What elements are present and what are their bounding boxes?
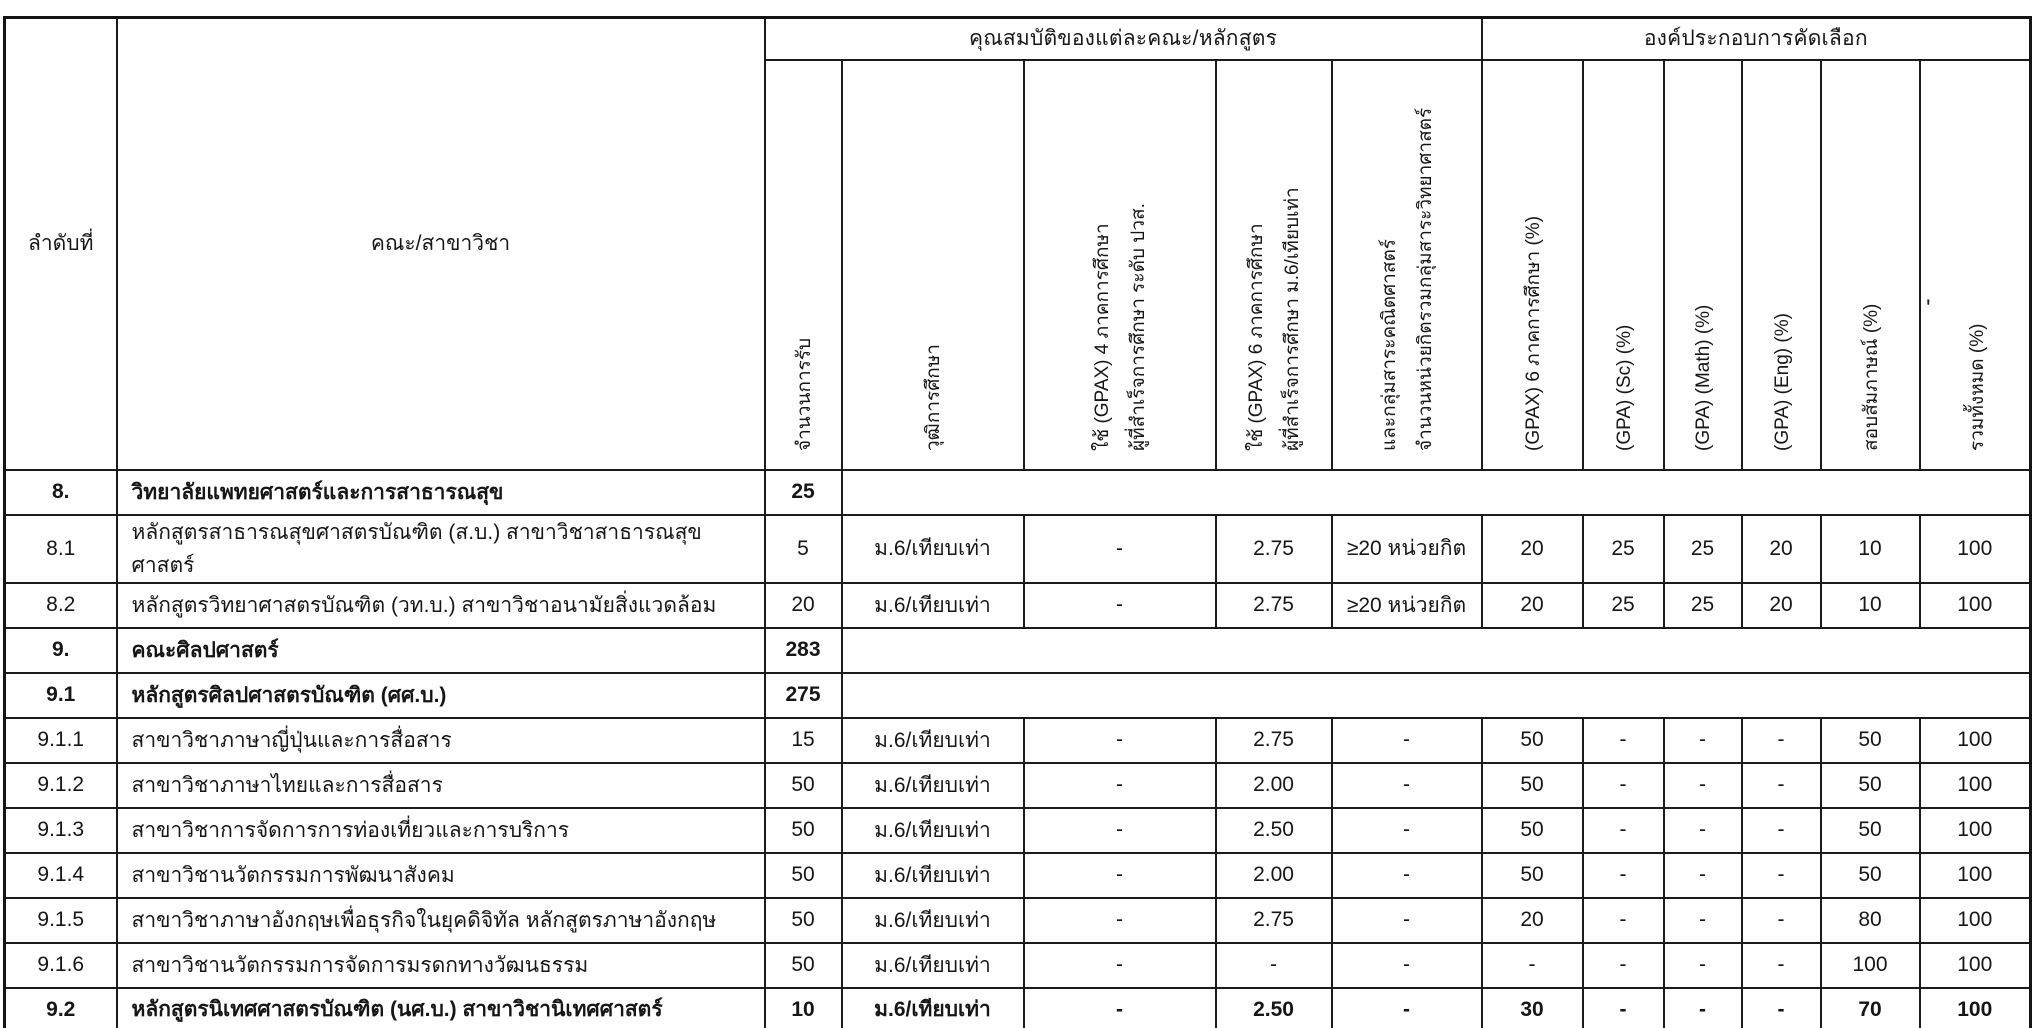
- cell-m6-gpax6: 2.75: [1216, 515, 1332, 583]
- col-header-qualification: [842, 60, 1024, 470]
- col-header-text: ผู้ที่สำเร็จการศึกษา ระดับ ปวส.: [1127, 202, 1149, 451]
- col-header-text: สอบสัมภาษณ์ (%): [1860, 303, 1882, 451]
- cell-sci-math-credits: -: [1332, 763, 1482, 808]
- cell-faculty-name: หลักสูตรนิเทศศาสตรบัณฑิต (นศ.บ.) สาขาวิชานิเทศศาสตร์: [117, 988, 765, 1028]
- cell-faculty-name: หลักสูตรวิทยาศาสตรบัณฑิต (วท.บ.) สาขาวิชาอนามัยสิ่งแวดล้อม: [117, 583, 765, 628]
- cell-pvs-gpax4: -: [1024, 853, 1216, 898]
- table-row: [5, 718, 2031, 763]
- col-header-text: รวมทั้งหมด (%): [1966, 323, 1988, 451]
- cell-gpa-eng-pct: -: [1742, 763, 1821, 808]
- col-header-text: (GPAX) 6 ภาคการศึกษา (%): [1522, 215, 1544, 451]
- cell-pvs-gpax4: -: [1024, 943, 1216, 988]
- cell-gpa-sc-pct: -: [1583, 943, 1664, 988]
- cell-no: 9.1.2: [5, 763, 117, 808]
- cell-total-pct: 100: [1920, 988, 2031, 1028]
- cell-m6-gpax6: -: [1216, 943, 1332, 988]
- cell-gpa-math-pct: -: [1664, 718, 1742, 763]
- table-row: [5, 898, 2031, 943]
- col-header-text: ใช้ (GPAX) 4 ภาคการศึกษา: [1091, 222, 1113, 451]
- col-header-pvs-gpax4: [1024, 60, 1216, 470]
- cell-gpax6-pct: 20: [1482, 515, 1583, 583]
- cell-no: 9.1.4: [5, 853, 117, 898]
- cell-qualification: ม.6/เทียบเท่า: [842, 808, 1024, 853]
- cell-qualification: ม.6/เทียบเท่า: [842, 718, 1024, 763]
- cell-pvs-gpax4: -: [1024, 763, 1216, 808]
- col-header-order: ลำดับที่: [5, 18, 117, 470]
- cell-no: 9.2: [5, 988, 117, 1028]
- table-row: [5, 943, 2031, 988]
- cell-no: 9.1.6: [5, 943, 117, 988]
- col-header-text: และกลุ่มสาระคณิตศาสตร์: [1378, 238, 1400, 451]
- cell-pvs-gpax4: -: [1024, 988, 1216, 1028]
- cell-m6-gpax6: 2.50: [1216, 988, 1332, 1028]
- cell-m6-gpax6: 2.00: [1216, 763, 1332, 808]
- table-row: [5, 988, 2031, 1028]
- cell-faculty-name: สาขาวิชาภาษาไทยและการสื่อสาร: [117, 763, 765, 808]
- table-row: [5, 583, 2031, 628]
- table-row-section: [5, 673, 2031, 718]
- col-header-total-pct: [1920, 60, 2031, 470]
- cell-faculty-name: สาขาวิชานวัตกรรมการจัดการมรดกทางวัฒนธรรม: [117, 943, 765, 988]
- cell-pvs-gpax4: -: [1024, 898, 1216, 943]
- cell-qualification: ม.6/เทียบเท่า: [842, 853, 1024, 898]
- cell-faculty-name: หลักสูตรสาธารณสุขศาสตรบัณฑิต (ส.บ.) สาขาวิชาสาธารณสุขศาสตร์: [117, 515, 765, 583]
- cell-intake: 15: [765, 718, 842, 763]
- cell-m6-gpax6: 2.75: [1216, 718, 1332, 763]
- cell-interview-pct: 50: [1821, 853, 1920, 898]
- cell-intake: 20: [765, 583, 842, 628]
- cell-no: 9.: [5, 628, 117, 673]
- col-header-gpa-math-pct: [1664, 60, 1742, 470]
- col-header-gpa-eng-pct: [1742, 60, 1821, 470]
- cell-faculty-name: สาขาวิชาภาษาอังกฤษเพื่อธุรกิจในยุคดิจิทัล หลักสูตรภาษาอังกฤษ: [117, 898, 765, 943]
- cell-gpa-sc-pct: 25: [1583, 515, 1664, 583]
- cell-faculty-name: สาขาวิชาภาษาญี่ปุ่นและการสื่อสาร: [117, 718, 765, 763]
- cell-no: 9.1.5: [5, 898, 117, 943]
- cell-m6-gpax6: 2.00: [1216, 853, 1332, 898]
- cell-no: 8.2: [5, 583, 117, 628]
- cell-faculty-name: สาขาวิชาการจัดการการท่องเที่ยวและการบริการ: [117, 808, 765, 853]
- cell-qualification: ม.6/เทียบเท่า: [842, 943, 1024, 988]
- cell-interview-pct: 70: [1821, 988, 1920, 1028]
- cell-gpa-math-pct: -: [1664, 808, 1742, 853]
- cell-sci-math-credits: -: [1332, 898, 1482, 943]
- cell-total-pct: 100: [1920, 763, 2031, 808]
- cell-m6-gpax6: 2.50: [1216, 808, 1332, 853]
- col-header-m6-gpax6: [1216, 60, 1332, 470]
- table-row-section: [5, 470, 2031, 515]
- cell-no: 8.1: [5, 515, 117, 583]
- cell-pvs-gpax4: -: [1024, 583, 1216, 628]
- cell-sci-math-credits: ≥20 หน่วยกิต: [1332, 583, 1482, 628]
- cell-gpa-eng-pct: -: [1742, 718, 1821, 763]
- cell-intake: 10: [765, 988, 842, 1028]
- cell-gpa-sc-pct: -: [1583, 853, 1664, 898]
- cell-gpax6-pct: 20: [1482, 583, 1583, 628]
- col-header-faculty: คณะ/สาขาวิชา: [117, 18, 765, 470]
- cell-intake: 50: [765, 853, 842, 898]
- cell-gpa-math-pct: 25: [1664, 515, 1742, 583]
- cell-merged-empty: [842, 673, 2031, 718]
- cell-qualification: ม.6/เทียบเท่า: [842, 763, 1024, 808]
- admission-criteria-table: [3, 16, 2032, 1028]
- cell-interview-pct: 10: [1821, 515, 1920, 583]
- table-row: [5, 853, 2031, 898]
- cell-pvs-gpax4: -: [1024, 515, 1216, 583]
- cell-total-pct: 100: [1920, 943, 2031, 988]
- cell-intake: 25: [765, 470, 842, 515]
- cell-total-pct: 100: [1920, 515, 2031, 583]
- cell-gpax6-pct: 50: [1482, 808, 1583, 853]
- col-header-text: วุฒิการศึกษา: [922, 343, 944, 451]
- cell-interview-pct: 50: [1821, 718, 1920, 763]
- cell-gpa-eng-pct: 20: [1742, 583, 1821, 628]
- cell-intake: 5: [765, 515, 842, 583]
- cell-faculty-name: วิทยาลัยแพทยศาสตร์และการสาธารณสุข: [117, 470, 765, 515]
- cell-intake: 275: [765, 673, 842, 718]
- group-header-qualifications: คุณสมบัติของแต่ละคณะ/หลักสูตร: [765, 18, 1482, 60]
- cell-intake: 50: [765, 943, 842, 988]
- table-row: [5, 763, 2031, 808]
- cell-gpa-eng-pct: -: [1742, 943, 1821, 988]
- cell-gpa-math-pct: -: [1664, 763, 1742, 808]
- col-header-text: (GPA) (Sc) (%): [1613, 324, 1635, 451]
- cell-interview-pct: 50: [1821, 763, 1920, 808]
- cell-gpa-eng-pct: -: [1742, 853, 1821, 898]
- cell-gpa-math-pct: 25: [1664, 583, 1742, 628]
- cell-intake: 50: [765, 763, 842, 808]
- cell-interview-pct: 80: [1821, 898, 1920, 943]
- col-header-sci-math-credits: [1332, 60, 1482, 470]
- cell-total-pct: 100: [1920, 718, 2031, 763]
- cell-qualification: ม.6/เทียบเท่า: [842, 515, 1024, 583]
- cell-interview-pct: 100: [1821, 943, 1920, 988]
- table-row: [5, 808, 2031, 853]
- col-header-text: จำนวนการรับ: [793, 337, 815, 451]
- cell-intake: 283: [765, 628, 842, 673]
- cell-gpa-sc-pct: -: [1583, 898, 1664, 943]
- cell-faculty-name: สาขาวิชานวัตกรรมการพัฒนาสังคม: [117, 853, 765, 898]
- cell-gpa-eng-pct: -: [1742, 988, 1821, 1028]
- cell-gpa-math-pct: -: [1664, 988, 1742, 1028]
- cell-intake: 50: [765, 808, 842, 853]
- col-header-text: จำนวนหน่วยกิตรวมกลุ่มสาระวิทยาศาสตร์: [1414, 107, 1436, 451]
- cell-sci-math-credits: -: [1332, 718, 1482, 763]
- cell-gpax6-pct: 50: [1482, 763, 1583, 808]
- col-header-gpax6-pct: [1482, 60, 1583, 470]
- cell-pvs-gpax4: -: [1024, 808, 1216, 853]
- cell-m6-gpax6: 2.75: [1216, 898, 1332, 943]
- cell-gpa-eng-pct: -: [1742, 808, 1821, 853]
- cell-gpax6-pct: 30: [1482, 988, 1583, 1028]
- cell-qualification: ม.6/เทียบเท่า: [842, 988, 1024, 1028]
- table-row-section: [5, 628, 2031, 673]
- cell-sci-math-credits: -: [1332, 808, 1482, 853]
- cell-gpa-eng-pct: -: [1742, 898, 1821, 943]
- col-header-intake: [765, 60, 842, 470]
- cell-interview-pct: 50: [1821, 808, 1920, 853]
- cell-faculty-name: คณะศิลปศาสตร์: [117, 628, 765, 673]
- cell-gpa-eng-pct: 20: [1742, 515, 1821, 583]
- cell-m6-gpax6: 2.75: [1216, 583, 1332, 628]
- cell-gpa-sc-pct: -: [1583, 808, 1664, 853]
- cell-gpa-math-pct: -: [1664, 853, 1742, 898]
- cell-sci-math-credits: -: [1332, 988, 1482, 1028]
- cell-sci-math-credits: -: [1332, 943, 1482, 988]
- cell-total-pct: 100: [1920, 808, 2031, 853]
- cell-interview-pct: 10: [1821, 583, 1920, 628]
- cell-total-pct: 100: [1920, 853, 2031, 898]
- cell-no: 9.1: [5, 673, 117, 718]
- cell-gpa-sc-pct: -: [1583, 988, 1664, 1028]
- cell-qualification: ม.6/เทียบเท่า: [842, 583, 1024, 628]
- group-header-selection: องค์ประกอบการคัดเลือก: [1482, 18, 2031, 60]
- cell-gpa-math-pct: -: [1664, 943, 1742, 988]
- col-header-text: ผู้ที่สำเร็จการศึกษา ม.6/เทียบเท่า: [1281, 186, 1303, 451]
- col-header-gpa-sc-pct: [1583, 60, 1664, 470]
- col-header-text: (GPA) (Math) (%): [1692, 304, 1714, 451]
- cell-qualification: ม.6/เทียบเท่า: [842, 898, 1024, 943]
- cell-gpa-sc-pct: 25: [1583, 583, 1664, 628]
- cell-gpa-math-pct: -: [1664, 898, 1742, 943]
- cell-pvs-gpax4: -: [1024, 718, 1216, 763]
- cell-sci-math-credits: ≥20 หน่วยกิต: [1332, 515, 1482, 583]
- cell-total-pct: 100: [1920, 583, 2031, 628]
- table-row: [5, 515, 2031, 583]
- col-header-text: ใช้ (GPAX) 6 ภาคการศึกษา: [1245, 222, 1267, 451]
- stray-mark: ': [1926, 295, 1931, 322]
- col-header-interview-pct: [1821, 60, 1920, 470]
- cell-gpax6-pct: 50: [1482, 853, 1583, 898]
- cell-gpa-sc-pct: -: [1583, 763, 1664, 808]
- cell-faculty-name: หลักสูตรศิลปศาสตรบัณฑิต (ศศ.บ.): [117, 673, 765, 718]
- col-header-text: (GPA) (Eng) (%): [1771, 312, 1793, 451]
- cell-merged-empty: [842, 628, 2031, 673]
- cell-no: 8.: [5, 470, 117, 515]
- cell-intake: 50: [765, 898, 842, 943]
- cell-sci-math-credits: -: [1332, 853, 1482, 898]
- cell-merged-empty: [842, 470, 2031, 515]
- cell-total-pct: 100: [1920, 898, 2031, 943]
- group-header-row: [5, 18, 2031, 60]
- cell-no: 9.1.1: [5, 718, 117, 763]
- cell-gpa-sc-pct: -: [1583, 718, 1664, 763]
- cell-gpax6-pct: 20: [1482, 898, 1583, 943]
- cell-no: 9.1.3: [5, 808, 117, 853]
- cell-gpax6-pct: -: [1482, 943, 1583, 988]
- cell-gpax6-pct: 50: [1482, 718, 1583, 763]
